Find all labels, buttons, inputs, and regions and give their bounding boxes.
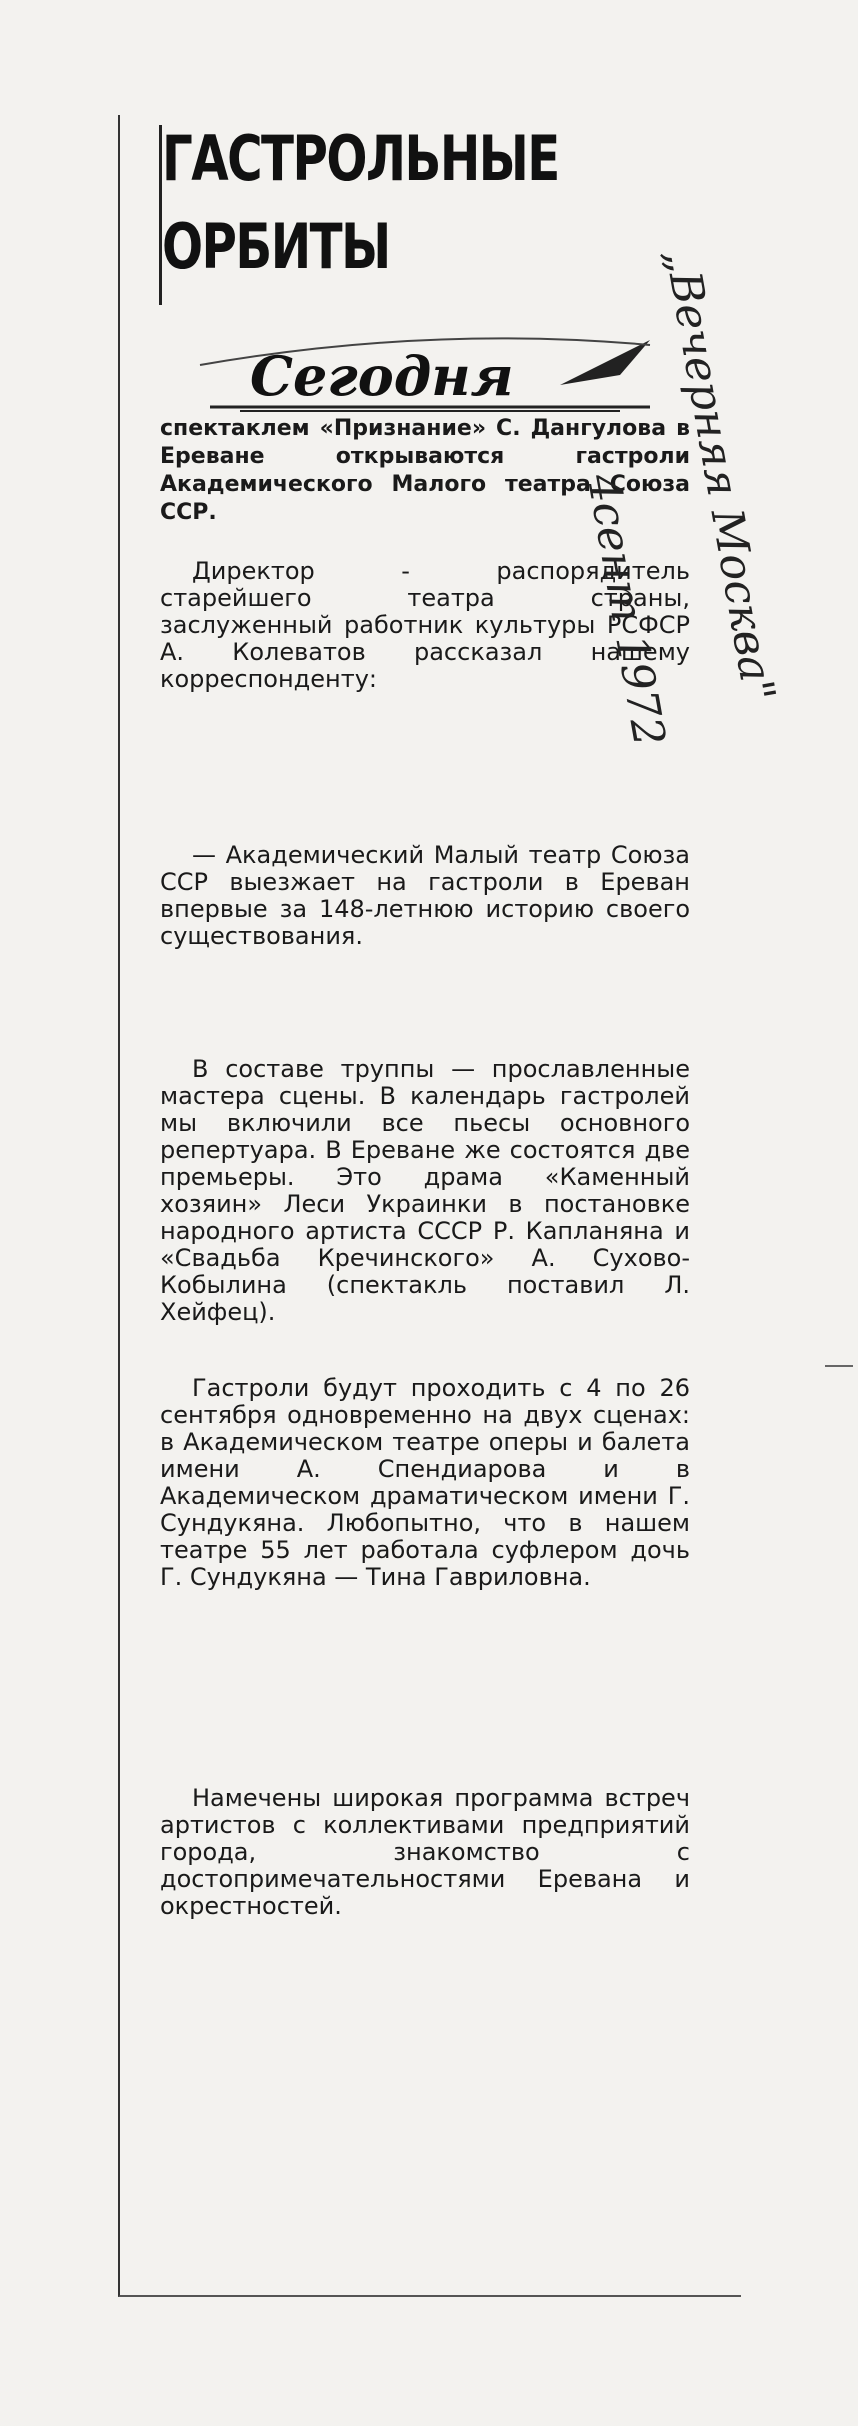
title-line-1: ГАСТРОЛЬНЫЕ	[162, 122, 559, 195]
rubric-logo	[180, 315, 680, 415]
handwritten-source: „Вечерняя Москва"	[654, 245, 785, 706]
handwritten-date: 4сент 1972	[576, 470, 675, 751]
rubric-text: Сегодня	[250, 344, 514, 408]
paragraph-1: Директор - распорядитель старейшего театра страны, заслуженный работник культуры РСФСР А. Колеватов рассказал нашему корреспонденту:	[160, 557, 690, 693]
paragraph-2: — Академический Малый театр Союза ССР выезжает на гастроли в Ереван впервые за 148-летнюю историю своего существования.	[160, 841, 690, 950]
paragraph-5: Намечены широкая программа встреч артистов с коллективами предприятий города, знакомство с достопримечательностями Еревана и окрестностей.	[160, 1784, 690, 1920]
article-title	[162, 115, 559, 291]
paragraph-4: Гастроли будут проходить с 4 по 26 сентября одновременно на двух сценах: в Академическом театре оперы и балета имени А. Спендиарова и в Академическом драматическом имени Г. Сундукяна. Любопытно, что в нашем театре 55 лет работала суфлером дочь Г. Сундукяна — Тина Гавриловна.	[160, 1374, 690, 1591]
margin-mark	[825, 1365, 853, 1367]
paragraph-3: В составе труппы — прославленные мастера сцены. В календарь гастролей мы включили все пьесы основного репертуара. В Ереване же состоятся две премьеры. Это драма «Каменный хозяин» Леси Украинки в постановке народного артиста СССР Р. Капланяна и «Свадьба Кречинского» А. Сухово-Кобылина (спектакль поставил Л. Хейфец).	[160, 1055, 690, 1326]
title-line-2: ОРБИТЫ	[162, 210, 390, 283]
newspaper-clipping	[118, 115, 741, 2297]
lead-paragraph: спектаклем «Признание» С. Дангулова в Ереване открываются гастроли Академического Малого театра Союза ССР.	[160, 416, 690, 525]
